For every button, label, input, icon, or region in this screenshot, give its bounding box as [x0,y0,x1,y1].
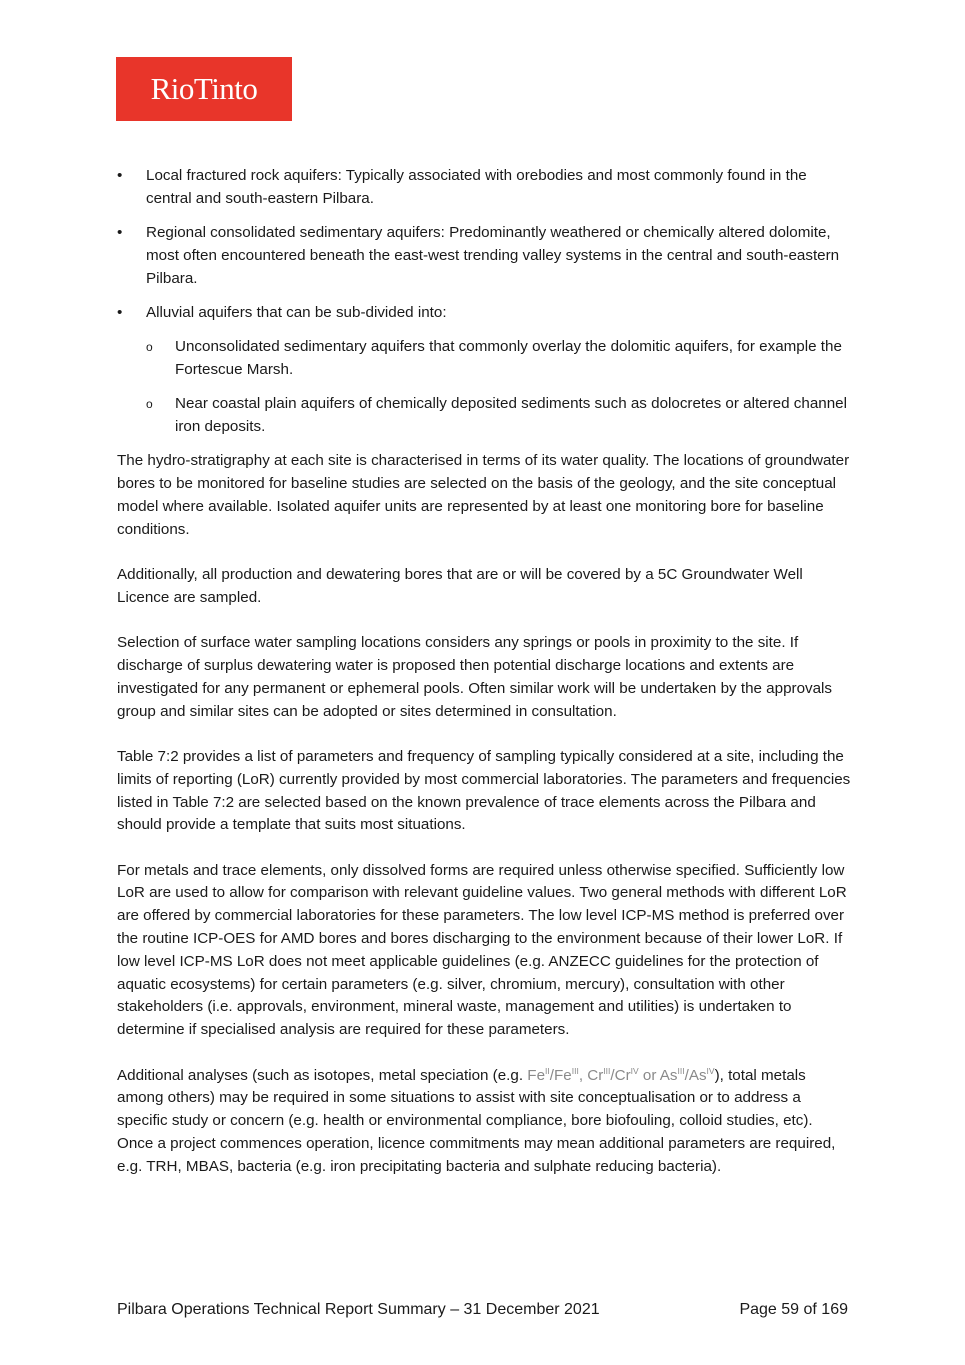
list-item-text: Alluvial aquifers that can be sub-divided into: [146,303,447,321]
sub-list-item [117,336,852,382]
page-number: Page 59 of 169 [739,1301,848,1318]
list-item [117,222,852,290]
text-span: Additional analyses (such as isotopes, metal speciation (e.g. [117,1066,528,1084]
element-as: or As [638,1066,678,1084]
paragraph-additional-analyses [117,1065,852,1179]
page-footer [117,1300,848,1320]
rio-tinto-logo [116,57,292,121]
list-item-text: Local fractured rock aquifers: Typically associated with orebodies and most commonly found in the central and south-eastern Pilbara. [146,167,807,207]
document-body [117,165,852,1201]
oxidation-state: IV [630,1065,639,1076]
sub-list-item-text: Near coastal plain aquifers of chemically deposited sediments such as dolocretes or altered channel iron deposits. [175,395,847,436]
text-span: ), total metals among others) may be required in some situations to assist with site conceptualisation or to address a specific study or concern (e.g. health or environmental compliance, bore biofouling, colloid studies, etc). Once a project commences operation, licence commitments may mean additional parameters are required, e.g. TRH, MBAS, bacteria (e.g. iron precipitating bacteria and sulphate reducing bacteria). [117,1066,836,1175]
list-item [117,165,852,211]
list-item-text: Regional consolidated sedimentary aquifers: Predominantly weathered or chemically altered dolomite, most often encountered beneath the east-west trending valley systems in the central and south-eastern Pilbara. [146,224,840,287]
paragraph-surface-water: Selection of surface water sampling locations considers any springs or pools in proximity to the site. If discharge of surplus dewatering water is proposed then potential discharge locations and extents are investigated for any permanent or ephemeral pools. Often similar work will be undertaken by the approvals group and similar sites can be adopted or sites determined in consultation. [117,634,833,720]
paragraph-table-parameters: Table 7:2 provides a list of parameters and frequency of sampling typically considered at a site, including the limits of reporting (LoR) currently provided by most commercial laboratories. The parameters and frequencies listed in Table 7:2 are selected based on the known prevalence of trace elements across the Pilbara and should provide a template that suits most situations. [117,747,851,834]
element-cr: , Cr [578,1066,604,1084]
paragraph-production-bores: Additionally, all production and dewatering bores that are or will be covered by a 5C Groundwater Well Licence are sampled. [117,566,803,606]
element-fe: Fe [527,1066,546,1084]
element-fe: /Fe [549,1066,572,1084]
element-cr: /Cr [610,1066,631,1084]
speciation-formula [527,1067,714,1084]
paragraph-metals: For metals and trace elements, only dissolved forms are required unless otherwise specified. Sufficiently low LoR are used to allow for comparison with relevant guideline values. Two general methods with different LoR are offered by commercial laboratories for these parameters. The low level ICP-MS method is preferred over the routine ICP-OES for AMD bores and bores discharging to the environment because of their lower LoR. If low level ICP-MS LoR does not meet applicable guidelines (e.g. ANZECC guidelines for the protection of aquatic ecosystems) for certain parameters (e.g. silver, chromium, mercury), consultation with other stakeholders (i.e. approvals, environment, mineral waste, management and utilities) is undertaken to determine if specialised analysis are required for these parameters. [117,861,847,1039]
bullet-icon: • [117,303,123,321]
sub-list-item-text: Unconsolidated sedimentary aquifers that commonly overlay the dolomitic aquifers, for example the Fortescue Marsh. [175,338,842,379]
paragraph-hydro-stratigraphy: The hydro-stratigraphy at each site is characterised in terms of its water quality. The locations of groundwater bores to be monitored for baseline studies are selected on the basis of the geology, and the site conceptual model where available. Isolated aquifer units are represented by at least one monitoring bore for baseline conditions. [117,452,850,538]
bullet-icon: • [117,224,123,242]
oxidation-state: III [677,1065,685,1076]
circle-bullet-icon: o [146,397,153,412]
oxidation-state: II [545,1065,550,1076]
circle-bullet-icon: o [146,340,153,355]
footer-report-title: Pilbara Operations Technical Report Summary – 31 December 2021 [117,1301,600,1318]
list-item [117,302,852,325]
element-as: /As [684,1066,707,1084]
oxidation-state: IV [706,1065,715,1076]
bullet-icon: • [117,167,123,184]
oxidation-state: III [603,1065,611,1076]
sub-list-item [117,393,852,439]
logo-text: RioTinto [150,71,258,106]
oxidation-state: III [571,1065,579,1076]
